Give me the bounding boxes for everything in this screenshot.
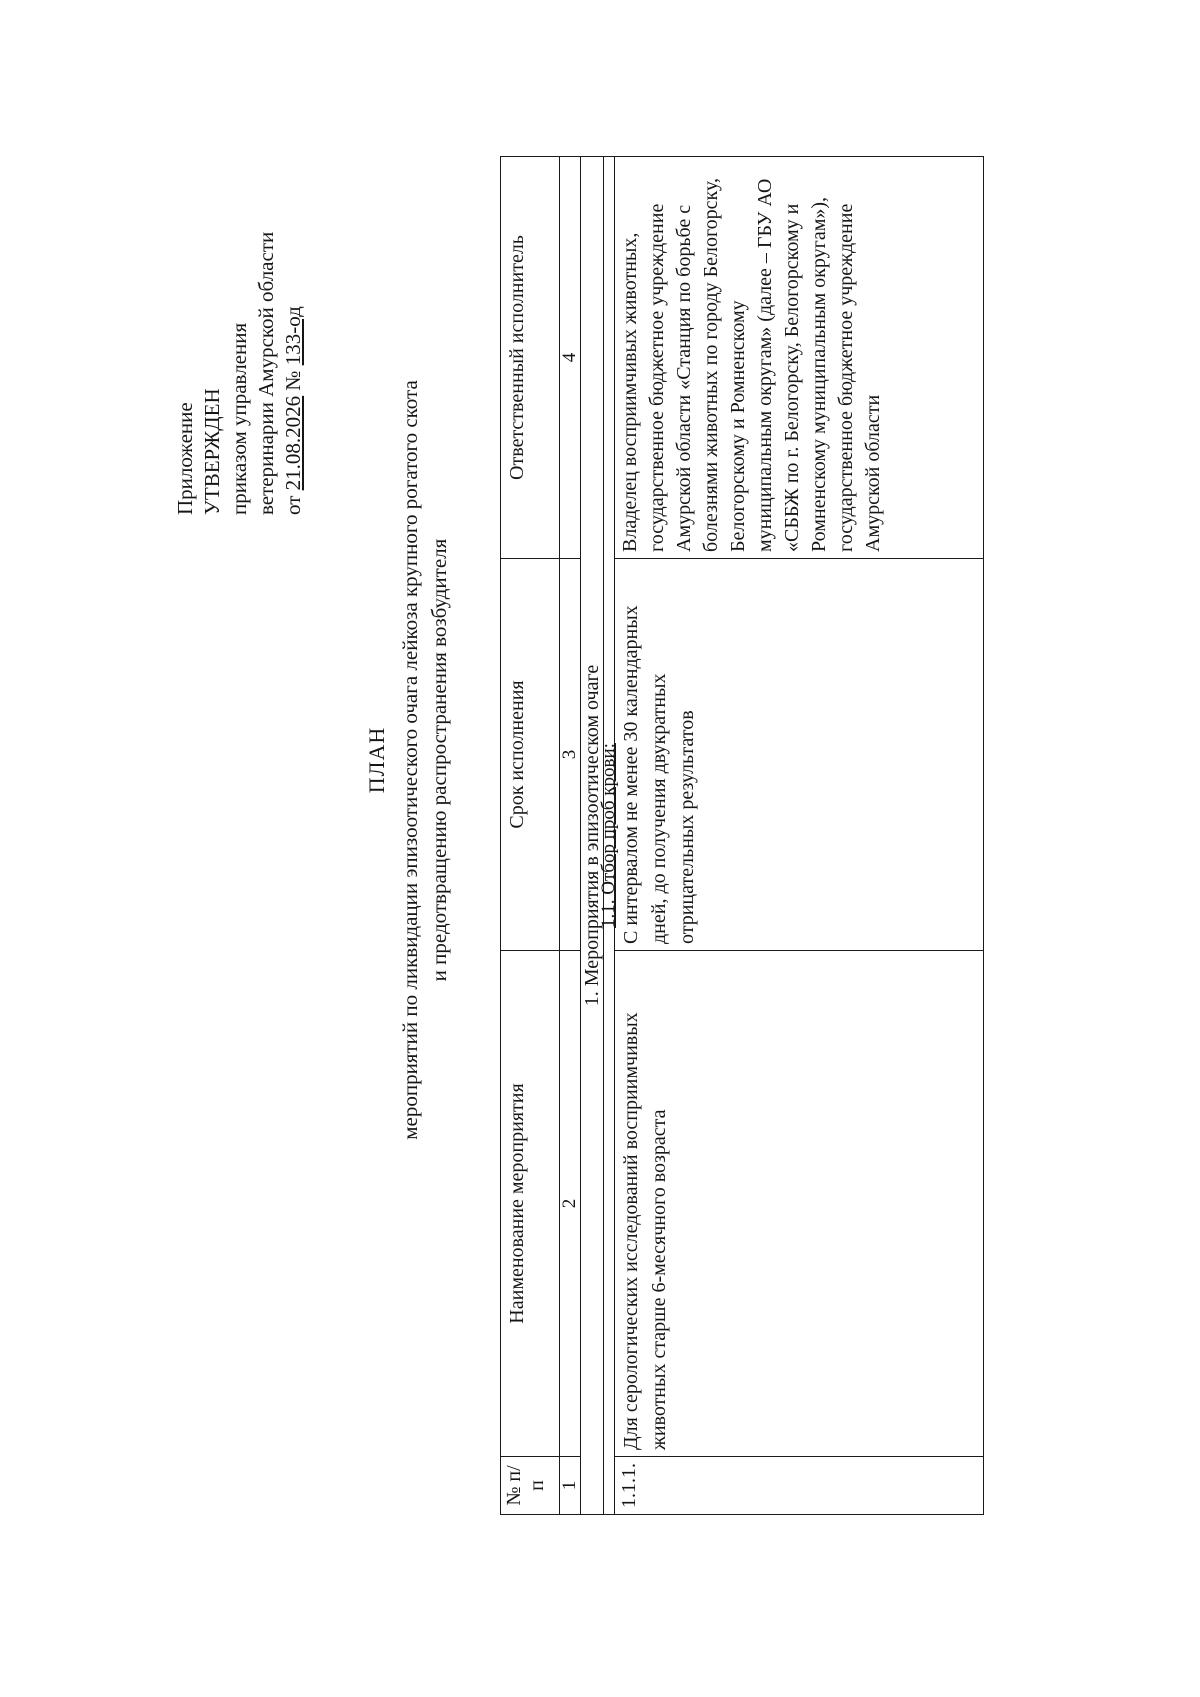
section-title: 1. Мероприятия в эпизоотическом очаге xyxy=(581,157,604,1515)
column-numbers-row xyxy=(560,157,581,1515)
header-number: № п/п xyxy=(501,1457,560,1515)
row-responsible: Владелец восприимчивых животных, государственное бюджетное учреждение Амурской области «Станция по борьбе с болезнями животных по городу Белогорску, Белогорскому и Ромненскому муниципальным округам» (далее – ГБУ АО «СББЖ по г. Белогорску, Белогорскому и Ромненскому муниципальным округам»), государственное бюджетное учреждение Амурской области xyxy=(615,157,984,559)
subtitle-line-2: и предотвращению распространения возбудителя xyxy=(427,538,451,982)
column-number-4: 4 xyxy=(560,157,581,559)
header-name: Наименование мероприятия xyxy=(501,951,560,1457)
approval-number-prefix: № xyxy=(281,365,305,396)
row-number: 1.1.1. xyxy=(615,1457,984,1515)
approval-approved: УТВЕРЖДЕН xyxy=(200,388,224,515)
row-deadline: С интервалом не менее 30 календарных дней, до получения двукратных отрицательных результатов xyxy=(615,559,984,951)
row-name: Для серологических исследований восприимчивых животных старше 6-месячного возраста xyxy=(615,951,984,1457)
approval-annex: Приложение xyxy=(173,402,197,515)
column-number-1: 1 xyxy=(560,1457,581,1515)
approval-date-prefix: от xyxy=(281,490,305,515)
header-deadline: Срок исполнения xyxy=(501,559,560,951)
approval-order-of: приказом управления xyxy=(227,322,251,515)
approval-department: ветеринарии Амурской области xyxy=(254,231,278,515)
header-responsible: Ответственный исполнитель xyxy=(501,157,560,559)
subsection-row xyxy=(604,157,615,1515)
subtitle-line-1: мероприятий по ликвидации эпизоотического очага лейкоза крупного рогатого скота xyxy=(398,380,422,1140)
approval-block xyxy=(172,35,307,515)
approval-date-line xyxy=(280,35,307,515)
approval-number: 133-од xyxy=(281,306,305,366)
column-number-2: 2 xyxy=(560,951,581,1457)
document-title: ПЛАН xyxy=(364,726,389,794)
plan-table xyxy=(500,156,984,1515)
approval-date: 21.08.2026 xyxy=(281,395,305,491)
column-number-3: 3 xyxy=(560,559,581,951)
table-row xyxy=(615,157,984,1515)
subsection-title xyxy=(598,157,619,1515)
table-header-row xyxy=(501,157,560,1515)
document-subtitle xyxy=(396,0,454,1550)
subsection-label: 1.1. Отбор проб крови: xyxy=(598,743,619,928)
